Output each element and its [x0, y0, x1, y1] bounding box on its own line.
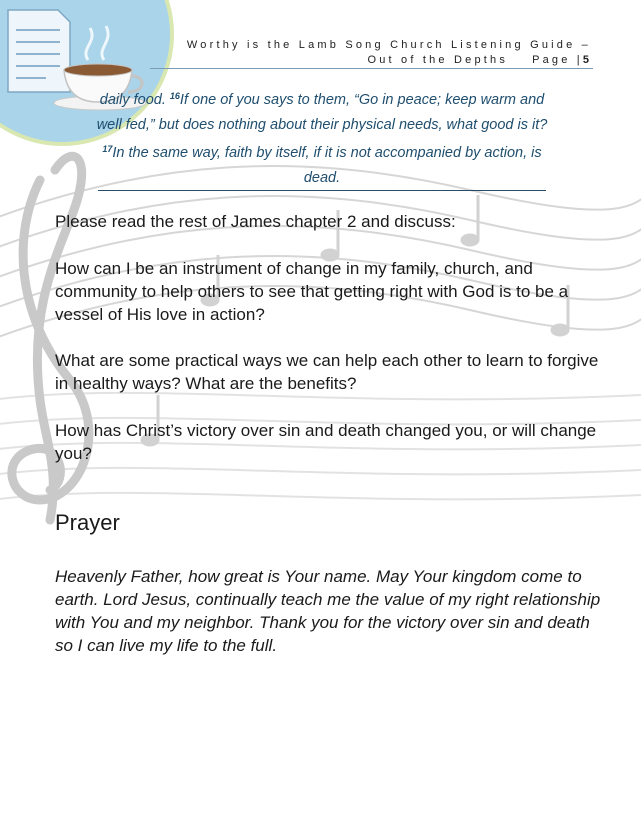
prayer-text: Heavenly Father, how great is Your name. May Your kingdom come to earth. Lord Jesus, continually teach me the value of my right relationship with You and my neighbor. Thank you for the victory over sin and death so I can live my life to the full. — [55, 567, 601, 655]
verse-number-17: 17 — [102, 144, 113, 154]
header-title-line2: Out of the Depths — [367, 54, 509, 66]
scripture-part1: daily food. — [99, 92, 170, 108]
discussion-question: How can I be an instrument of change in my family, church, and community to help others to see that getting right with God is to be a vessel of His love in action? — [55, 259, 569, 324]
quote-divider — [98, 190, 546, 191]
header-title-line1: Worthy is the Lamb Song Church Listening Guide – — [186, 39, 591, 51]
page-indicator — [532, 53, 591, 68]
discussion-question: How has Christ’s victory over sin and death changed you, or will change you? — [55, 421, 597, 463]
discussion-question: What are some practical ways we can help each other to learn to forgive in healthy ways? What are the benefits? — [55, 351, 599, 393]
header-line2 — [187, 53, 591, 68]
scripture-quote — [96, 84, 548, 190]
prayer-heading: Prayer — [55, 510, 120, 535]
verse-number-16: 16 — [169, 91, 180, 101]
discussion-instruction: Please read the rest of James chapter 2 and discuss: — [55, 212, 456, 231]
page-number: 5 — [582, 54, 591, 66]
scripture-part3: In the same way, faith by itself, if it is not accompanied by action, is dead. — [112, 145, 542, 186]
page-header — [187, 38, 591, 68]
scripture-part2: If one of you says to them, “Go in peace; keep warm and well fed,” but does nothing about their physical needs, what good is it? — [96, 92, 548, 133]
page-label: Page | — [532, 54, 583, 66]
header-divider — [150, 68, 593, 69]
